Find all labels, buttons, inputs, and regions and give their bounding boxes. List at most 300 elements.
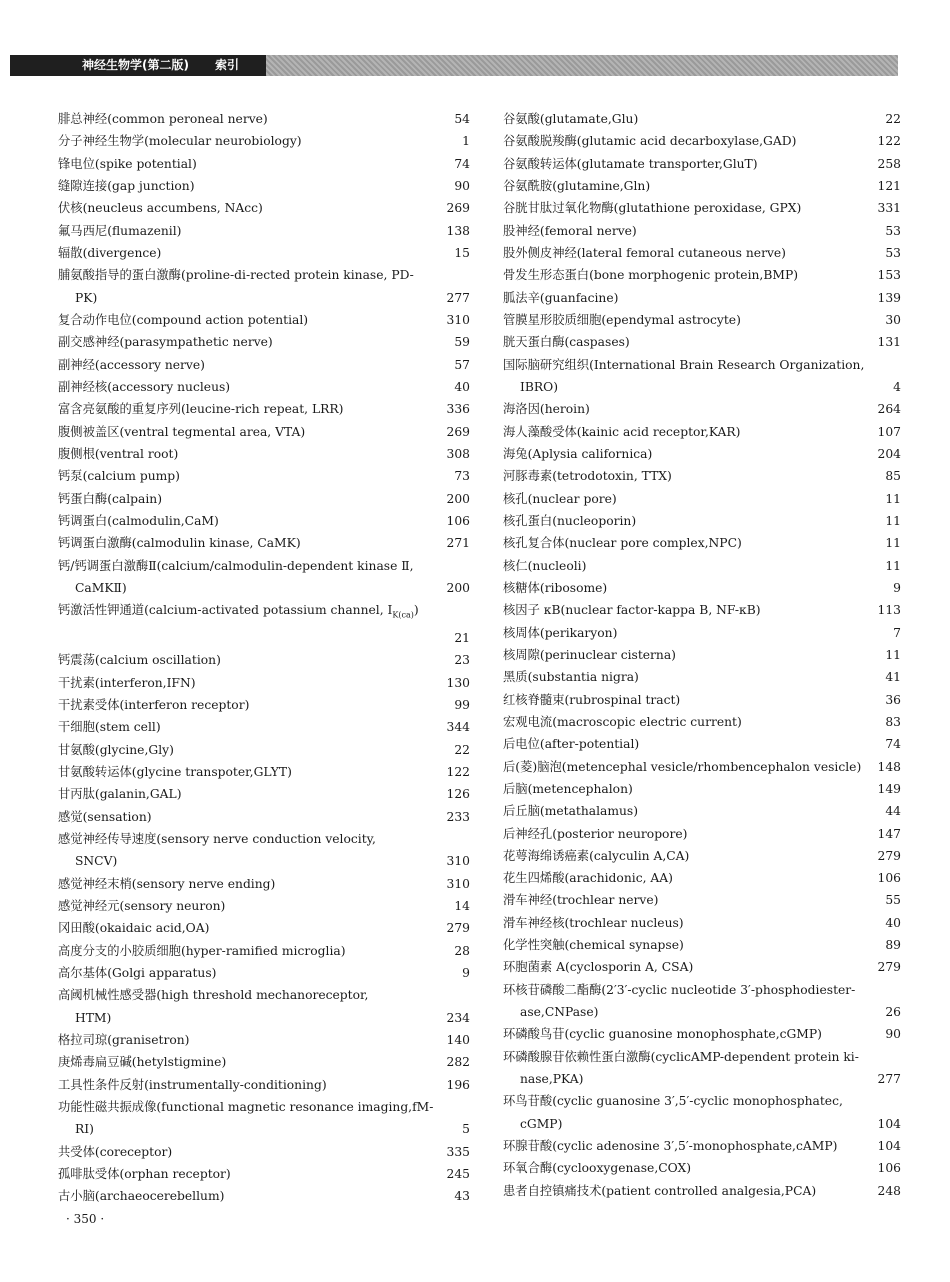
entry-line	[503, 733, 901, 755]
entry-page: 22	[454, 742, 470, 757]
entry-page: 279	[446, 921, 470, 936]
entry-page: 90	[885, 1027, 901, 1042]
entry-page: 248	[877, 1183, 901, 1198]
entry-term: 甘氨酸转运体(glycine transpoter,GLYT)	[58, 764, 292, 779]
entry-line	[503, 331, 901, 353]
entry-page: 310	[446, 876, 470, 891]
entry-page: 99	[454, 697, 470, 712]
entry-page: 11	[885, 558, 901, 573]
entry-term: 复合动作电位(compound action potential)	[58, 312, 309, 327]
index-entry	[58, 895, 470, 917]
index-entry	[58, 761, 470, 783]
index-entry	[503, 197, 901, 219]
entry-page-line	[58, 627, 470, 649]
entry-term: 股神经(femoral nerve)	[503, 223, 637, 238]
index-entry	[503, 1180, 901, 1202]
entry-page: 9	[893, 580, 901, 595]
entry-line	[503, 1046, 901, 1068]
entry-page: 36	[885, 692, 901, 707]
index-entry	[58, 398, 470, 420]
entry-term: 感觉神经传导速度(sensory nerve conduction velocity,	[58, 831, 376, 846]
entry-term-continued: HTM)	[75, 1010, 112, 1025]
entry-line	[503, 778, 901, 800]
index-entry	[58, 962, 470, 984]
entry-page: 90	[454, 178, 470, 193]
entry-page: 331	[877, 201, 901, 216]
entry-term: 患者自控镇痛技术(patient controlled analgesia,PCA)	[503, 1183, 817, 1198]
index-entry	[58, 309, 470, 331]
entry-line	[58, 443, 470, 465]
entry-line	[58, 175, 470, 197]
entry-page: 89	[885, 938, 901, 953]
entry-page: 147	[877, 826, 901, 841]
entry-term: 谷氨酸转运体(glutamate transporter,GluT)	[503, 156, 758, 171]
entry-page: 11	[885, 647, 901, 662]
entry-term-continued: IBRO)	[520, 379, 559, 394]
index-entry	[503, 845, 901, 867]
index-entry	[58, 694, 470, 716]
entry-page: 44	[885, 804, 901, 819]
entry-line-continued	[503, 1001, 901, 1023]
entry-term: 庚烯毒扁豆碱(hetylstigmine)	[58, 1055, 227, 1070]
entry-term: 核周隙(perinuclear cisterna)	[503, 647, 676, 662]
index-entry	[503, 354, 901, 399]
entry-term: 甘氨酸(glycine,Gly)	[58, 742, 174, 757]
entry-term: 冈田酸(okaidaic acid,OA)	[58, 921, 210, 936]
entry-line	[58, 331, 470, 353]
entry-term: 河豚毒素(tetrodotoxin, TTX)	[503, 469, 672, 484]
index-entry	[58, 1141, 470, 1163]
index-entry	[58, 510, 470, 532]
index-entry	[503, 1023, 901, 1045]
entry-page: 200	[446, 491, 470, 506]
entry-term: 滑车神经(trochlear nerve)	[503, 893, 659, 908]
entry-page: 83	[885, 714, 901, 729]
entry-line	[58, 1074, 470, 1096]
index-entry	[58, 264, 470, 309]
entry-line	[503, 108, 901, 130]
index-entry	[58, 806, 470, 828]
entry-term: 后神经孔(posterior neuropore)	[503, 826, 688, 841]
entry-line	[503, 220, 901, 242]
entry-term: 核孔(nuclear pore)	[503, 491, 617, 506]
running-header	[10, 55, 898, 76]
index-entry	[503, 689, 901, 711]
entry-page: 21	[454, 631, 470, 645]
entry-page: 279	[877, 960, 901, 975]
entry-line	[503, 421, 901, 443]
entry-page: 310	[446, 312, 470, 327]
entry-page: 279	[877, 848, 901, 863]
entry-line	[503, 666, 901, 688]
entry-line	[58, 806, 470, 828]
index-entry	[503, 778, 901, 800]
index-entry	[503, 242, 901, 264]
entry-line	[58, 465, 470, 487]
entry-line	[58, 599, 470, 627]
entry-page: 149	[877, 781, 901, 796]
entry-line	[503, 488, 901, 510]
entry-line	[58, 488, 470, 510]
entry-term: 古小脑(archaeocerebellum)	[58, 1189, 225, 1204]
entry-term: 钙震荡(calcium oscillation)	[58, 653, 221, 668]
entry-page: 138	[446, 223, 470, 238]
entry-term: 高阈机械性感受器(high threshold mechanoreceptor,	[58, 988, 369, 1003]
entry-term-continued: SNCV)	[75, 854, 118, 869]
entry-line	[58, 197, 470, 219]
entry-page: 74	[885, 737, 901, 752]
entry-page: 11	[885, 491, 901, 506]
index-entry	[58, 1096, 470, 1141]
entry-line	[503, 175, 901, 197]
entry-page: 336	[446, 402, 470, 417]
entry-page: 54	[454, 112, 470, 126]
entry-page: 139	[877, 290, 901, 305]
index-entry	[503, 175, 901, 197]
entry-line	[58, 264, 470, 286]
entry-term: 核孔复合体(nuclear pore complex,NPC)	[503, 536, 742, 551]
entry-line	[503, 689, 901, 711]
entry-page: 106	[446, 513, 470, 528]
entry-line	[503, 577, 901, 599]
index-column-left	[58, 108, 470, 1208]
entry-line	[503, 309, 901, 331]
entry-term: 副神经核(accessory nucleus)	[58, 379, 231, 394]
entry-term: 缝隙连接(gap junction)	[58, 178, 195, 193]
index-column-right	[503, 108, 901, 1202]
entry-term: 副交感神经(parasympathetic nerve)	[58, 335, 273, 350]
entry-line	[58, 510, 470, 532]
entry-term: 高尔基体(Golgi apparatus)	[58, 965, 217, 980]
entry-line	[58, 984, 470, 1006]
entry-term: 谷氨酰胺(glutamine,Gln)	[503, 178, 651, 193]
index-entry	[503, 912, 901, 934]
index-entry	[58, 672, 470, 694]
entry-term: 钙/钙调蛋白激酶Ⅱ(calcium/calmodulin-dependent kinase Ⅱ,	[58, 558, 414, 573]
entry-line	[58, 1096, 470, 1118]
entry-line	[503, 1135, 901, 1157]
section-title: 索引	[215, 58, 240, 72]
entry-page: 282	[446, 1055, 470, 1070]
entry-page: 140	[446, 1032, 470, 1047]
entry-term: 环氧合酶(cyclooxygenase,COX)	[503, 1161, 692, 1176]
entry-term: 宏观电流(macroscopic electric current)	[503, 714, 742, 729]
entry-line	[58, 1141, 470, 1163]
entry-page: 73	[454, 469, 470, 484]
entry-term: 后(菱)脑泡(metencephal vesicle/rhombencephalon vesicle)	[503, 759, 862, 774]
index-entry	[503, 800, 901, 822]
index-entry	[58, 917, 470, 939]
entry-term: 钙蛋白酶(calpain)	[58, 491, 162, 506]
entry-line	[58, 1185, 470, 1207]
entry-term: 红核脊髓束(rubrospinal tract)	[503, 692, 681, 707]
index-entry	[503, 956, 901, 978]
entry-page: 131	[877, 335, 901, 350]
entry-page: 23	[454, 653, 470, 668]
index-entry	[58, 873, 470, 895]
index-entry	[58, 331, 470, 353]
index-entry	[58, 739, 470, 761]
index-entry	[58, 555, 470, 600]
entry-line-continued	[58, 577, 470, 599]
index-entry	[58, 242, 470, 264]
entry-subscript: K(ca)	[392, 610, 414, 620]
entry-term: 钙激活性钾通道(calcium-activated potassium channel, $I_{K(ca)}$)	[58, 603, 419, 620]
index-entry	[503, 577, 901, 599]
entry-page: 14	[454, 898, 470, 913]
entry-line	[503, 197, 901, 219]
entry-line	[58, 398, 470, 420]
index-entry	[503, 555, 901, 577]
index-entry	[58, 940, 470, 962]
index-entry	[503, 867, 901, 889]
entry-line	[503, 555, 901, 577]
entry-term: 脯氨酸指导的蛋白激酶(proline-di-rected protein kinase, PD-	[58, 268, 414, 283]
entry-page: 57	[454, 357, 470, 372]
entry-term: 骨发生形态蛋白(bone morphogenic protein,BMP)	[503, 268, 799, 283]
entry-page: 196	[446, 1077, 470, 1092]
index-entry	[58, 108, 470, 130]
entry-term-continued: ase,CNPase)	[520, 1005, 599, 1020]
index-entry	[58, 1051, 470, 1073]
entry-page: 264	[877, 402, 901, 417]
entry-line	[58, 672, 470, 694]
index-entry	[58, 1074, 470, 1096]
entry-line	[58, 783, 470, 805]
index-entry	[58, 197, 470, 219]
entry-term: 腹侧根(ventral root)	[58, 446, 179, 461]
entry-page: 28	[454, 943, 470, 958]
index-entry	[503, 130, 901, 152]
entry-line	[58, 828, 470, 850]
entry-page: 5	[462, 1122, 470, 1137]
index-entry	[58, 828, 470, 873]
entry-line	[503, 1090, 901, 1112]
entry-line	[503, 242, 901, 264]
entry-line	[58, 761, 470, 783]
entry-term: 辐散(divergence)	[58, 245, 162, 260]
entry-page: 55	[885, 893, 901, 908]
page-number: · 350 ·	[66, 1212, 105, 1226]
entry-page: 344	[446, 720, 470, 735]
entry-term: 股外侧皮神经(lateral femoral cutaneous nerve)	[503, 245, 786, 260]
entry-line-continued	[58, 850, 470, 872]
index-entry	[58, 649, 470, 671]
index-entry	[503, 1135, 901, 1157]
entry-line	[58, 694, 470, 716]
entry-term: 工具性条件反射(instrumentally-conditioning)	[58, 1077, 327, 1092]
index-entry	[503, 599, 901, 621]
entry-term: 胱天蛋白酶(caspases)	[503, 335, 630, 350]
index-entry	[503, 331, 901, 353]
index-entry	[58, 443, 470, 465]
entry-line	[58, 917, 470, 939]
entry-term: 胍法辛(guanfacine)	[503, 290, 619, 305]
entry-line	[503, 800, 901, 822]
entry-term: 花萼海绵诱癌素(calyculin A,CA)	[503, 848, 690, 863]
entry-page: 126	[446, 787, 470, 802]
index-entry	[503, 398, 901, 420]
entry-line	[503, 532, 901, 554]
entry-line	[58, 1029, 470, 1051]
index-entry	[58, 532, 470, 554]
entry-page: 4	[893, 379, 901, 394]
index-entry	[503, 108, 901, 130]
index-entry	[58, 354, 470, 376]
entry-term: 钙调蛋白激酶(calmodulin kinase, CaMK)	[58, 536, 301, 551]
entry-page: 310	[446, 854, 470, 869]
index-entry	[503, 309, 901, 331]
entry-page: 234	[446, 1010, 470, 1025]
index-entry	[503, 979, 901, 1024]
entry-term: 环腺苷酸(cyclic adenosine 3′,5′-monophosphate,cAMP)	[503, 1139, 838, 1154]
entry-term: 环磷酸鸟苷(cyclic guanosine monophosphate,cGMP)	[503, 1027, 822, 1042]
entry-line	[503, 934, 901, 956]
entry-term: 干扰素受体(interferon receptor)	[58, 697, 250, 712]
entry-term: 腓总神经(common peroneal nerve)	[58, 112, 268, 126]
entry-line	[58, 716, 470, 738]
entry-page: 107	[877, 424, 901, 439]
entry-page: 53	[885, 245, 901, 260]
index-entry	[503, 153, 901, 175]
entry-page: 122	[877, 134, 901, 149]
entry-term-continued: cGMP)	[520, 1116, 563, 1131]
entry-page: 59	[454, 335, 470, 350]
entry-term: 核孔蛋白(nucleoporin)	[503, 513, 637, 528]
entry-term: 后脑(metencephalon)	[503, 781, 633, 796]
index-entry	[503, 934, 901, 956]
entry-line	[503, 979, 901, 1001]
entry-line	[58, 242, 470, 264]
entry-term-continued: PK)	[75, 290, 98, 305]
entry-term: 干细胞(stem cell)	[58, 720, 161, 735]
entry-line	[503, 398, 901, 420]
entry-line	[503, 956, 901, 978]
entry-line	[503, 465, 901, 487]
entry-line	[503, 130, 901, 152]
entry-page: 22	[885, 112, 901, 126]
entry-line	[58, 309, 470, 331]
entry-term: 感觉神经末梢(sensory nerve ending)	[58, 876, 276, 891]
entry-line	[503, 443, 901, 465]
entry-line	[503, 644, 901, 666]
entry-term: 感觉神经元(sensory neuron)	[58, 898, 226, 913]
entry-term: 环磷酸腺苷依赖性蛋白激酶(cyclicAMP-dependent protein ki-	[503, 1049, 859, 1064]
entry-page: 204	[877, 446, 901, 461]
entry-term: 核仁(nucleoli)	[503, 558, 587, 573]
entry-line	[58, 873, 470, 895]
index-entry	[503, 220, 901, 242]
index-entry	[58, 1029, 470, 1051]
index-entry	[58, 465, 470, 487]
entry-page: 153	[877, 268, 901, 283]
entry-page: 40	[454, 379, 470, 394]
entry-line	[58, 153, 470, 175]
index-entry	[58, 376, 470, 398]
entry-line	[58, 354, 470, 376]
entry-term: 海人藻酸受体(kainic acid receptor,KAR)	[503, 424, 741, 439]
entry-line	[58, 649, 470, 671]
index-entry	[58, 1163, 470, 1185]
entry-term: 孤啡肽受体(orphan receptor)	[58, 1166, 231, 1181]
entry-line	[58, 532, 470, 554]
entry-page: 233	[446, 809, 470, 824]
entry-term: 干扰素(interferon,IFN)	[58, 675, 196, 690]
entry-line	[503, 889, 901, 911]
index-entry	[58, 220, 470, 242]
index-entry	[503, 264, 901, 286]
entry-page: 7	[893, 625, 901, 640]
entry-page: 104	[877, 1116, 901, 1131]
entry-term-continued: CaMKⅡ)	[75, 580, 127, 595]
entry-page: 104	[877, 1139, 901, 1154]
entry-line-continued	[58, 287, 470, 309]
entry-page: 41	[885, 670, 901, 685]
entry-line-continued	[58, 1118, 470, 1140]
entry-line-continued	[503, 376, 901, 398]
entry-term: 感觉(sensation)	[58, 809, 152, 824]
entry-term: 花生四烯酸(arachidonic, AA)	[503, 871, 673, 886]
entry-line	[503, 1180, 901, 1202]
entry-line	[58, 940, 470, 962]
entry-term: 伏核(neucleus accumbens, NAcc)	[58, 201, 263, 216]
entry-line	[58, 421, 470, 443]
entry-line-continued	[503, 1113, 901, 1135]
entry-term: 谷胱甘肽过氧化物酶(glutathione peroxidase, GPX)	[503, 201, 802, 216]
entry-page: 9	[462, 965, 470, 980]
entry-page: 106	[877, 871, 901, 886]
index-entry	[503, 711, 901, 733]
entry-term: 副神经(accessory nerve)	[58, 357, 205, 372]
header-label-block	[10, 55, 266, 76]
entry-page: 308	[446, 446, 470, 461]
entry-page: 245	[446, 1166, 470, 1181]
index-entry	[58, 716, 470, 738]
entry-line	[58, 220, 470, 242]
entry-term: 富含亮氨酸的重复序列(leucine-rich repeat, LRR)	[58, 402, 344, 417]
entry-page: 121	[877, 178, 901, 193]
entry-term: 格拉司琼(granisetron)	[58, 1032, 190, 1047]
entry-term: 共受体(coreceptor)	[58, 1144, 173, 1159]
entry-page: 335	[446, 1144, 470, 1159]
entry-page: 1	[462, 134, 470, 149]
entry-term: 甘丙肽(galanin,GAL)	[58, 787, 182, 802]
entry-term: 海兔(Aplysia californica)	[503, 446, 653, 461]
entry-page: 106	[877, 1161, 901, 1176]
entry-term: 谷氨酸脱羧酶(glutamic acid decarboxylase,GAD)	[503, 134, 797, 149]
index-entry	[503, 889, 901, 911]
entry-term: 化学性突触(chemical synapse)	[503, 938, 684, 953]
index-entry	[503, 622, 901, 644]
entry-term: 谷氨酸(glutamate,Glu)	[503, 112, 639, 126]
index-entry	[503, 1046, 901, 1091]
entry-line	[58, 895, 470, 917]
entry-term: 后丘脑(metathalamus)	[503, 804, 639, 819]
entry-term: 高度分支的小胶质细胞(hyper-ramified microglia)	[58, 943, 346, 958]
index-entry	[58, 421, 470, 443]
entry-line	[503, 354, 901, 376]
entry-page: 43	[454, 1189, 470, 1204]
entry-term: 功能性磁共振成像(functional magnetic resonance imaging,fM-	[58, 1099, 434, 1114]
entry-term: 氟马西尼(flumazenil)	[58, 223, 182, 238]
entry-term: 核周体(perikaryon)	[503, 625, 618, 640]
index-entry	[503, 465, 901, 487]
entry-term: 黑质(substantia nigra)	[503, 670, 639, 685]
index-entry	[503, 443, 901, 465]
entry-term: 腹侧被盖区(ventral tegmental area, VTA)	[58, 424, 306, 439]
index-entry	[58, 599, 470, 649]
index-entry	[58, 153, 470, 175]
